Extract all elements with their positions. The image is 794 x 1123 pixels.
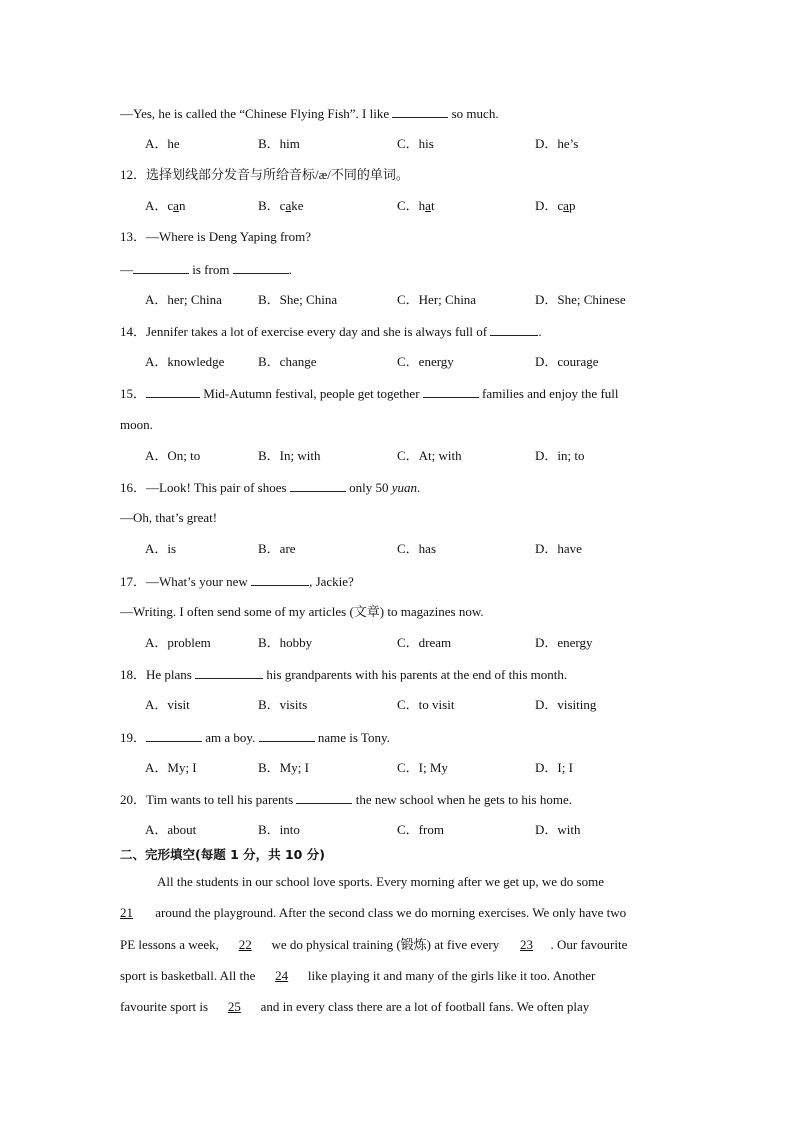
option-c[interactable]: C．Her; China <box>397 292 477 307</box>
option-d[interactable]: D．I; I <box>535 760 573 775</box>
answer-blank[interactable] <box>146 385 200 398</box>
q17-stem: 17．—What’s your new , Jackie? <box>120 574 354 589</box>
option-a[interactable]: A．her; China <box>145 292 222 307</box>
option-a[interactable]: A．can <box>145 198 186 213</box>
answer-blank[interactable] <box>195 666 263 679</box>
option-d[interactable]: D．in; to <box>535 448 585 463</box>
q11-options <box>145 136 665 152</box>
option-c[interactable]: C．I; My <box>397 760 448 775</box>
option-b[interactable]: B．change <box>258 354 317 369</box>
option-b[interactable]: B．My; I <box>258 760 309 775</box>
q14-stem: 14．Jennifer takes a lot of exercise every day and she is always full of . <box>120 324 542 339</box>
answer-blank[interactable] <box>296 791 352 804</box>
cloze-blank-24[interactable]: 24 <box>275 968 289 983</box>
option-b[interactable]: B．hobby <box>258 635 313 650</box>
option-a[interactable]: A．visit <box>145 697 190 712</box>
q18-stem: 18．He plans his grandparents with his parents at the end of this month. <box>120 667 568 682</box>
section-heading-cloze: 二、完形填空(每题 1 分，共 10 分) <box>120 847 325 862</box>
option-c[interactable]: C．his <box>397 136 434 151</box>
option-b[interactable]: B．visits <box>258 697 308 712</box>
option-b[interactable]: B．into <box>258 822 300 837</box>
q19-stem: 19． am a boy. name is Tony. <box>120 730 390 745</box>
option-a[interactable]: A．My; I <box>145 760 197 775</box>
answer-blank[interactable] <box>259 729 315 742</box>
answer-blank[interactable] <box>423 385 479 398</box>
q16-stem: 16．—Look! This pair of shoes only 50 yuan. <box>120 480 421 495</box>
option-c[interactable]: C．dream <box>397 635 452 650</box>
option-d[interactable]: D．he’s <box>535 136 579 151</box>
option-a[interactable]: A．is <box>145 541 177 556</box>
q11-answer-line <box>120 105 680 122</box>
answer-blank[interactable] <box>290 479 346 492</box>
q15-stem-cont: moon. <box>120 417 153 432</box>
option-b[interactable]: B．She; China <box>258 292 338 307</box>
q20-stem: 20．Tim wants to tell his parents the new school when he gets to his home. <box>120 792 572 807</box>
answer-blank[interactable] <box>392 105 448 118</box>
q14-options <box>145 354 665 370</box>
option-a[interactable]: A．about <box>145 822 197 837</box>
q16-options <box>145 541 665 557</box>
answer-blank[interactable] <box>251 573 309 586</box>
option-d[interactable]: D．with <box>535 822 581 837</box>
option-d[interactable]: D．She; Chinese <box>535 292 626 307</box>
q18-options <box>145 697 665 713</box>
cloze-paragraph-line-1: All the students in our school love sports. Every morning after we get up, we do some <box>157 874 604 889</box>
option-a[interactable]: A．On; to <box>145 448 201 463</box>
cloze-paragraph-line-4: sport is basketball. All the 24 like playing it and many of the girls like it too. Another <box>120 968 596 983</box>
answer-blank[interactable] <box>146 729 202 742</box>
q13-answer-line: — is from . <box>120 262 292 277</box>
q16-reply: —Oh, that’s great! <box>120 510 218 525</box>
option-d[interactable]: D．visiting <box>535 697 597 712</box>
cloze-blank-22[interactable]: 22 <box>238 937 252 952</box>
cloze-paragraph-line-3: PE lessons a week, 22 we do physical training (锻炼) at five every 23 . Our favourite <box>120 937 628 952</box>
option-c[interactable]: C．from <box>397 822 444 837</box>
cloze-paragraph-line-2: 21 around the playground. After the second class we do morning exercises. We only have two <box>120 905 627 920</box>
option-d[interactable]: D．have <box>535 541 582 556</box>
q15-stem: 15． Mid-Autumn festival, people get together families and enjoy the full <box>120 386 619 401</box>
option-a[interactable]: A．knowledge <box>145 354 225 369</box>
cloze-paragraph-line-5: favourite sport is 25 and in every class there are a lot of football fans. We often play <box>120 999 590 1014</box>
q20-options <box>145 822 665 838</box>
option-a[interactable]: A．problem <box>145 635 211 650</box>
option-d[interactable]: D．cap <box>535 198 576 213</box>
option-c[interactable]: C．has <box>397 541 437 556</box>
answer-blank[interactable] <box>490 323 538 336</box>
option-d[interactable]: D．energy <box>535 635 593 650</box>
option-d[interactable]: D．courage <box>535 354 599 369</box>
option-a[interactable]: A．he <box>145 136 180 151</box>
q13-stem: 13．—Where is Deng Yaping from? <box>120 229 311 244</box>
q17-options <box>145 635 665 651</box>
q11-text-end: so much. <box>448 106 499 121</box>
option-c[interactable]: C．to visit <box>397 697 455 712</box>
q13-options <box>145 292 665 308</box>
q19-options <box>145 760 665 776</box>
q17-reply: —Writing. I often send some of my articles (文章) to magazines now. <box>120 604 484 619</box>
option-b[interactable]: B．cake <box>258 198 304 213</box>
answer-blank[interactable] <box>133 261 189 274</box>
q15-options <box>145 448 665 464</box>
answer-blank[interactable] <box>233 261 289 274</box>
option-c[interactable]: C．At; with <box>397 448 462 463</box>
option-b[interactable]: B．are <box>258 541 296 556</box>
option-c[interactable]: C．hat <box>397 198 435 213</box>
q12-options <box>145 198 665 214</box>
option-c[interactable]: C．energy <box>397 354 454 369</box>
cloze-blank-23[interactable]: 23 <box>519 937 533 952</box>
cloze-blank-25[interactable]: 25 <box>227 999 241 1014</box>
option-b[interactable]: B．him <box>258 136 300 151</box>
option-b[interactable]: B．In; with <box>258 448 321 463</box>
q11-text: —Yes, he is called the “Chinese Flying Fish”. I like <box>120 106 393 121</box>
q12-stem: 12．选择划线部分发音与所给音标/æ/不同的单词。 <box>120 167 409 182</box>
cloze-blank-21[interactable]: 21 <box>120 905 133 920</box>
